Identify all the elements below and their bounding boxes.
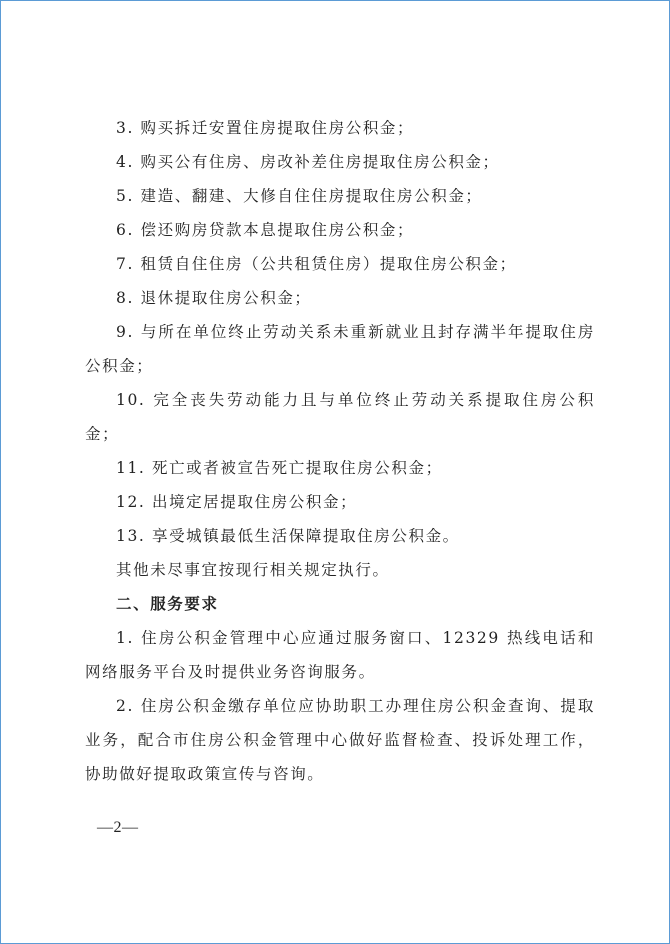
section-heading: 二、服务要求 [116, 595, 219, 613]
list-item: 13. 享受城镇最低生活保障提取住房公积金。 [116, 527, 460, 545]
service-paragraph: 2. 住房公积金缴存单位应协助职工办理住房公积金查询、提取业务，配合市住房公积金管理中心做好监督检查、投诉处理工作，协助做好提取政策宣传与咨询。 [85, 697, 595, 783]
list-item: 8. 退休提取住房公积金； [116, 289, 312, 307]
list-item: 3. 购买拆迁安置住房提取住房公积金； [116, 119, 415, 137]
service-paragraph: 1. 住房公积金管理中心应通过服务窗口、12329 热线电话和网络服务平台及时提供业务咨询服务。 [85, 629, 595, 681]
list-item: 5. 建造、翻建、大修自住住房提取住房公积金； [116, 187, 483, 205]
list-item: 9. 与所在单位终止劳动关系未重新就业且封存满半年提取住房公积金； [85, 323, 595, 375]
other-note-paragraph: 其他未尽事宜按现行相关规定执行。 [116, 561, 390, 579]
list-item: 6. 偿还购房贷款本息提取住房公积金； [116, 221, 415, 239]
list-item: 10. 完全丧失劳动能力且与单位终止劳动关系提取住房公积金； [85, 391, 595, 443]
list-item: 7. 租赁自住住房（公共租赁住房）提取住房公积金； [116, 255, 517, 273]
page-number: —2— [97, 819, 139, 836]
document-body [85, 111, 595, 791]
list-item: 4. 购买公有住房、房改补差住房提取住房公积金； [116, 153, 500, 171]
list-item: 11. 死亡或者被宣告死亡提取住房公积金； [116, 459, 443, 477]
list-item: 12. 出境定居提取住房公积金； [116, 493, 358, 511]
